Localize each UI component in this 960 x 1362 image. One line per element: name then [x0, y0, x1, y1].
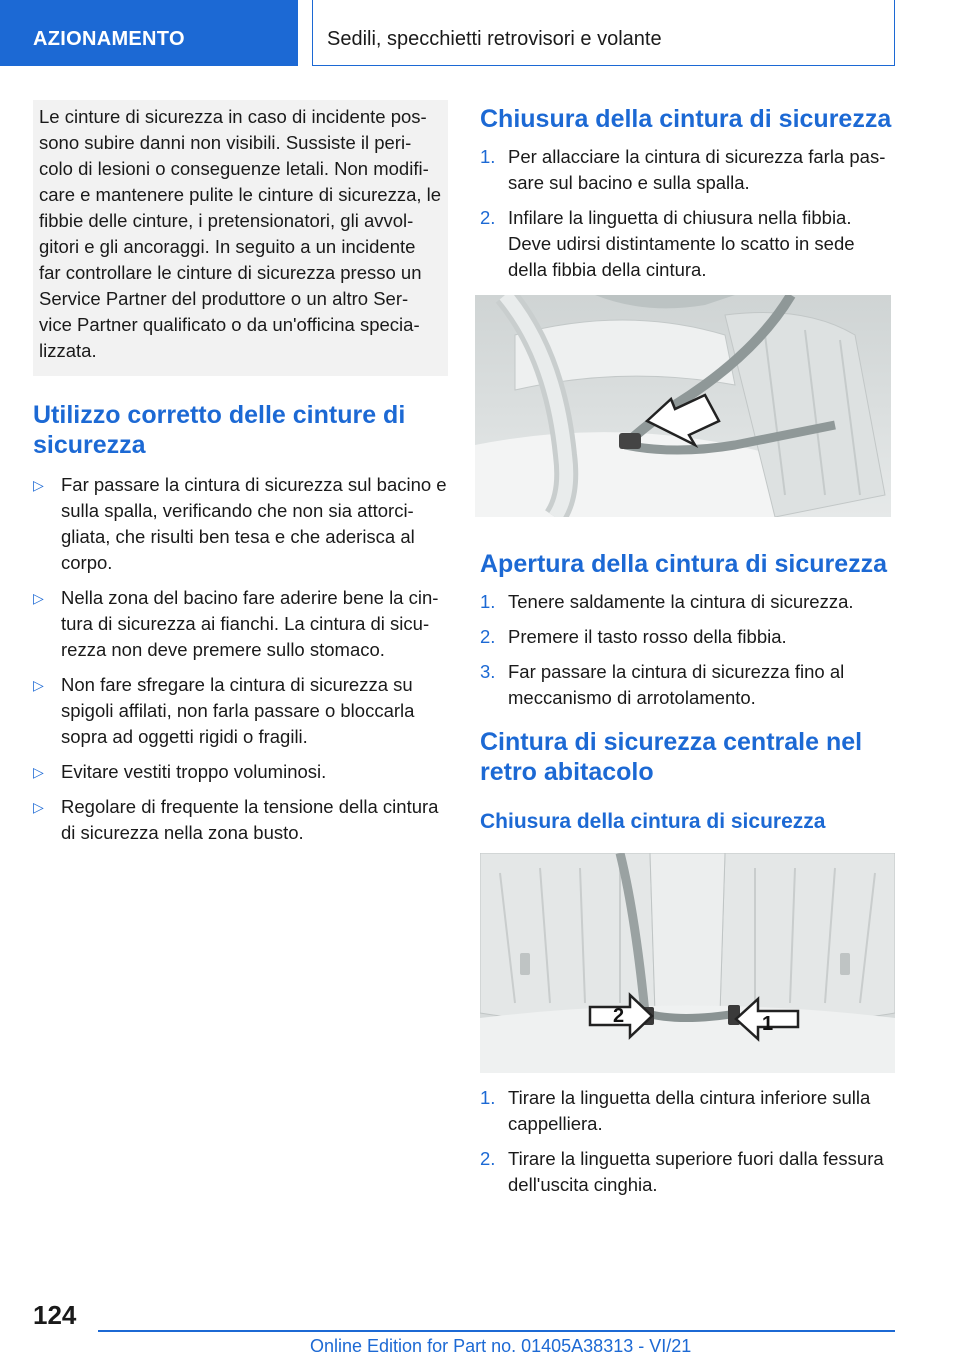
- rear-seat-illustration: [480, 853, 895, 1073]
- triangle-bullet-icon: ▷: [33, 477, 44, 493]
- usage-bullet-list: [33, 472, 448, 846]
- warning-box: [33, 100, 448, 376]
- fasten-steps: [480, 144, 892, 283]
- usage-heading: Utilizzo corretto delle cinture di sicurezza: [33, 401, 406, 459]
- fasten-heading: Chiusura della cintura di sicurezza: [480, 105, 892, 133]
- triangle-bullet-icon: ▷: [33, 590, 44, 606]
- left-column: [33, 100, 448, 855]
- page-header: [0, 0, 960, 66]
- list-item: 2. Premere il tasto rosso della fibbia.: [480, 626, 787, 647]
- callout-1-label: 1: [762, 1013, 774, 1035]
- unfasten-heading: Apertura della cintura di sicurezza: [480, 550, 888, 578]
- list-item: 3. Far passare la cintura di sicurezza fino al meccanismo di arrotolamento.: [480, 661, 845, 708]
- footer-divider: [98, 1330, 895, 1332]
- list-item: ▷ Regolare di frequente la tensione della cintura di sicurezza nella zona busto.: [33, 796, 439, 843]
- rear-center-belt-photo: [480, 853, 895, 1073]
- front-seat-illustration: [475, 295, 891, 517]
- center-belt-steps: [480, 1085, 892, 1198]
- list-item: ▷ Nella zona del bacino fare aderire bene la cin- tura di sicurezza ai fianchi. La cintura di sicu- rezza non deve premere sullo stomaco.: [33, 587, 439, 660]
- triangle-bullet-icon: ▷: [33, 764, 44, 780]
- footer-edition: Online Edition for Part no. 01405A38313 - VI/21: [310, 1336, 692, 1356]
- list-item: ▷ Non fare sfregare la cintura di sicurezza su spigoli affilati, non farla passare o bloccarla sopra ad oggetti rigidi o fragili.: [33, 674, 415, 747]
- list-item: 1. Per allacciare la cintura di sicurezza farla pas- sare sul bacino e sulla spalla.: [480, 146, 886, 193]
- unfasten-steps: [480, 589, 892, 711]
- warning-text: Le cinture di sicurezza in caso di incidente pos- sono subire danni non visibili. Sussiste il peri- colo di lesioni o conseguenze letali. Non modifi- care e mantenere pulite le cinture di sicurezza, le fibbie delle cinture, i pretensionatori, gli avvol- gitori e gli ancoraggi. In seguito a un incidente far controllare le cinture di sicurezza presso un Service Partner del produttore o un altro Ser- vice Partner qualificato o da un'officina specia- lizzata.: [39, 106, 442, 361]
- front-seat-belt-photo: [475, 295, 891, 517]
- list-item: 2. Infilare la linguetta di chiusura nella fibbia. Deve udirsi distintamente lo scatto in sede della fibbia della cintura.: [480, 207, 855, 280]
- list-item: ▷ Far passare la cintura di sicurezza sul bacino e sulla spalla, verificando che non sia attorci- gliata, che risulti ben tesa e che aderisca al corpo.: [33, 474, 447, 573]
- center-belt-heading: Cintura di sicurezza centrale nel retro abitacolo: [480, 728, 863, 786]
- chapter-title: Sedili, specchietti retrovisori e volante: [312, 0, 895, 66]
- page-number: 124: [33, 1300, 77, 1330]
- list-item: ▷ Evitare vestiti troppo voluminosi.: [33, 759, 448, 785]
- triangle-bullet-icon: ▷: [33, 799, 44, 815]
- center-belt-subheading: Chiusura della cintura di sicurezza: [480, 810, 826, 833]
- right-column: [480, 100, 892, 1207]
- triangle-bullet-icon: ▷: [33, 677, 44, 693]
- section-tab: AZIONAMENTO: [0, 0, 298, 66]
- callout-2-label: 2: [613, 1005, 625, 1027]
- list-item: 1. Tenere saldamente la cintura di sicurezza.: [480, 591, 854, 612]
- list-item: 2. Tirare la linguetta superiore fuori dalla fessura dell'uscita cinghia.: [480, 1148, 884, 1195]
- list-item: 1. Tirare la linguetta della cintura inferiore sulla cappelliera.: [480, 1087, 871, 1134]
